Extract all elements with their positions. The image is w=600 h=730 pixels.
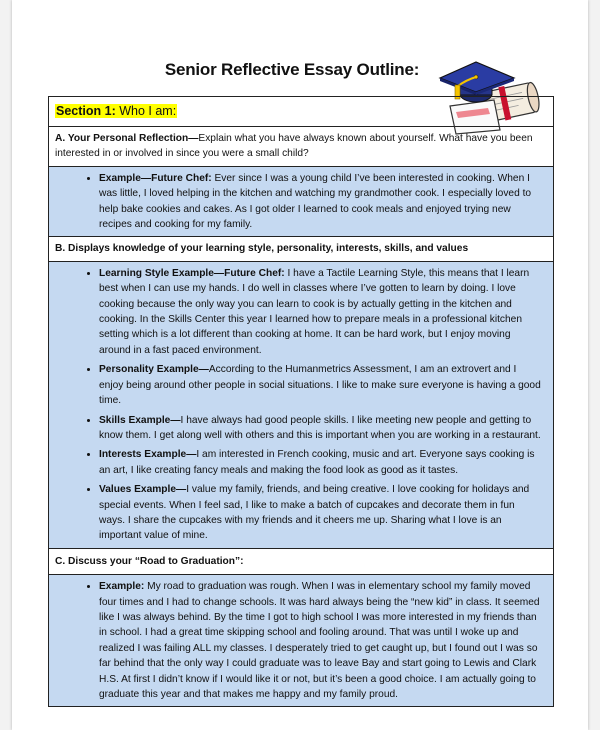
part-c-prompt <box>49 548 553 574</box>
list-item: • Learning Style Example—Future Chef: I have a Tactile Learning Style, this means that I learn best when I can use my hands. I do well in classes where I’ve gotten to learn by doing. I love cooking because the only way you can learn to cook is by actually getting in the kitchen and cooking. In the Skills Center this year I learned how to prepare meals in a professional kitchen setting which is a lot different than cooking at home. It can be hard work, but I enjoy moving around in a fast paced environment. <box>99 266 543 358</box>
list-item: • Skills Example—I have always had good people skills. I like meeting new people and getting to know them. I get along well with others and this is important when you are working in a restaurant. <box>99 413 543 444</box>
document-page <box>12 0 588 730</box>
list-item: • Interests Example—I am interested in French cooking, music and art. Everyone says cooking is an art, I like creating fancy meals and making the food look as good as it tastes. <box>99 447 543 478</box>
list-item: • Example: My road to graduation was rough. When I was in elementary school my family moved four times and I had to change schools. It was hard always being the “new kid” in class. It seemed like I was always behind. By the time I got to high school I was more interested in my friends than in school. I had a great time skipping school and fooling around. That was until I woke up and realized I was failing ALL my classes. I desperately tried to get caught up, but I found out I was so far behind that the only way I could graduate was to leave Bay and start going to Lewis and Clark H.S. At first I didn’t know if I would like it or not, but it’s been a good choice. I am actually going to graduate this year and that makes me happy and my family proud. <box>99 579 543 702</box>
section-1-highlight: Section 1: Who I am: <box>56 104 177 118</box>
list-item: • Values Example—I value my family, friends, and being creative. I love cooking for holidays and special events. When I feel sad, I like to make a batch of cupcakes and decorate them in fun ways. I share the cupcakes with my friends and it cheers me up. Sharing what I love is an important value of mine. <box>99 482 543 544</box>
part-a-text: Explain what you have always known about yourself. What have you been interested in or involved in since you were a small child? <box>55 133 533 160</box>
part-a-heading: A. Your Personal Reflection— <box>55 133 199 144</box>
list-item: • Personality Example—According to the Humanmetrics Assessment, I am an extrovert and I enjoy being around other people in social situations. I like to make sure everyone is having a good time. <box>99 362 543 408</box>
list-item: • Example—Future Chef: Ever since I was a young child I’ve been interested in cooking. When I was little, I loved helping in the kitchen and watching my grandmother cook. I especially loved to help bake cookies and cakes. As I got older I learned to cook meals and enjoyed trying new recipes and cooking for my family. <box>99 171 543 233</box>
part-c-examples <box>49 574 553 706</box>
part-b-examples <box>49 261 553 548</box>
section-1-header <box>49 97 553 126</box>
part-a-examples <box>49 166 553 237</box>
part-b-heading: B. Displays knowledge of your learning style, personality, interests, skills, and values <box>55 243 469 255</box>
document-title: Senior Reflective Essay Outline: <box>164 60 420 79</box>
part-a-prompt <box>49 126 553 166</box>
part-b-prompt <box>49 236 553 260</box>
part-c-heading: C. Discuss your “Road to Graduation”: <box>55 555 244 567</box>
outline-table <box>48 96 554 707</box>
